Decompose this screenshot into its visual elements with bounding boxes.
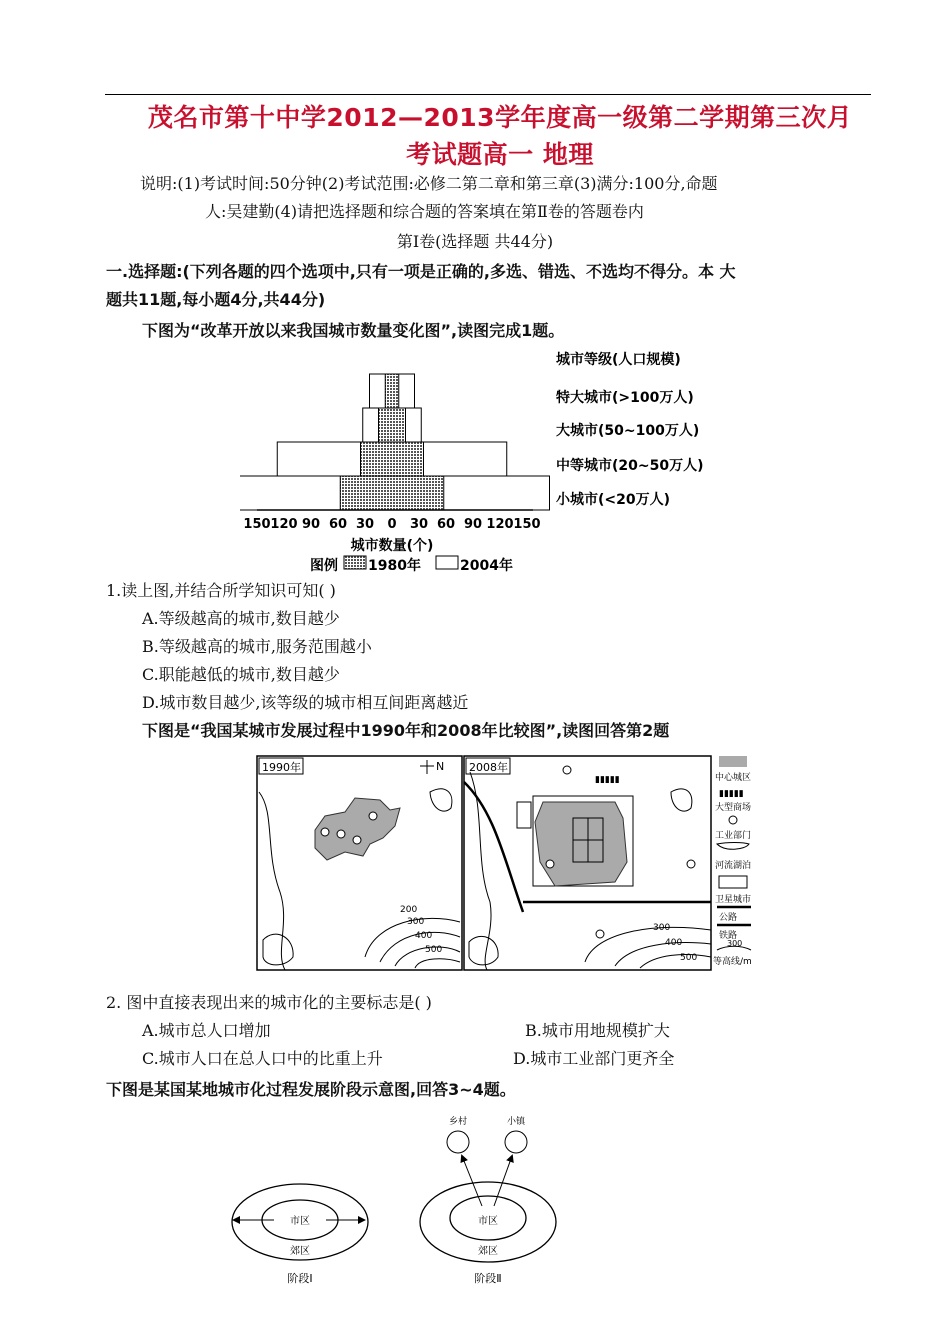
x-tick-label: 30 (409, 517, 429, 532)
arrow-to-town (494, 1156, 512, 1206)
legend-2004: 2004年 (460, 558, 513, 572)
svg-text:300: 300 (407, 917, 425, 927)
contour-200-1990: 200 (400, 905, 418, 915)
figure3-intro: 下图是某国某地城市化过程发展阶段示意图,回答3~4题。 (106, 1080, 516, 1099)
x-tick-label: 150 (513, 517, 541, 532)
bar-1980-2 (361, 442, 424, 476)
legend-satellite (719, 876, 747, 888)
stage1-label: 阶段Ⅰ (287, 1272, 313, 1285)
stage2-urban-label: 市区 (478, 1216, 498, 1227)
city-count-chart (240, 340, 740, 572)
x-tick-label: 90 (463, 517, 483, 532)
svg-text:铁路: 铁路 (719, 931, 738, 941)
level-label-3: 中等城市(20~50万人) (556, 458, 704, 474)
instructions-line2: 人:吴建勤(4)请把选择题和综合题的答案填在第Ⅱ卷的答题卷内 (205, 202, 644, 221)
chart-bars (240, 374, 550, 510)
industry-1990-1 (369, 812, 377, 820)
city-comparison-map (255, 752, 775, 974)
x-tick-label: 120 (270, 517, 298, 532)
svg-text:卫星城市: 卫星城市 (715, 895, 752, 905)
x-tick-label: 150 (243, 517, 271, 532)
q2-option-d: D.城市工业部门更齐全 (513, 1049, 675, 1068)
figure2-intro: 下图是“我国某城市发展过程中1990年和2008年比较图”,读图回答第2题 (142, 721, 670, 740)
village-circle (447, 1131, 469, 1153)
legend-title: 城市等级(人口规模) (556, 352, 681, 368)
stage1-suburb-label: 郊区 (290, 1246, 310, 1257)
svg-text:300: 300 (727, 939, 743, 948)
svg-text:300: 300 (653, 923, 671, 933)
section1-line2: 题共11题,每小题4分,共44分) (106, 290, 326, 309)
exam-title-line2: 考试题高一 地理 (406, 140, 594, 169)
svg-text:工业部门: 工业部门 (715, 831, 752, 841)
village-label: 乡村 (448, 1117, 468, 1127)
urbanization-stage-diagram (228, 1112, 568, 1292)
exam-title-line1: 茂名市第十中学2012—2013学年度高一级第二学期第三次月 (147, 103, 853, 132)
north-label: N (436, 760, 445, 773)
header-rule (105, 94, 871, 95)
bar-1980-0 (385, 374, 399, 408)
part1-heading: 第Ⅰ卷(选择题 共44分) (396, 232, 554, 251)
svg-text:500: 500 (680, 953, 698, 963)
x-axis-label: 城市数量(个) (350, 538, 434, 554)
x-ticks (243, 517, 540, 532)
mall-icon: ▮▮▮▮▮ (595, 775, 620, 785)
x-tick-label: 60 (436, 517, 456, 532)
svg-text:大型商场: 大型商场 (715, 803, 752, 813)
bar-1980-3 (340, 476, 444, 510)
panel-2008-label: 2008年 (469, 761, 508, 774)
svg-text:400: 400 (665, 938, 683, 948)
panel-1990-label: 1990年 (262, 761, 301, 774)
q2-option-c: C.城市人口在总人口中的比重上升 (142, 1049, 383, 1068)
q1-stem: 1.读上图,并结合所学知识可知( ) (106, 581, 336, 600)
stage2-label: 阶段Ⅱ (474, 1272, 502, 1285)
level-label-4: 小城市(<20万人) (556, 492, 671, 508)
x-tick-label: 0 (387, 517, 397, 532)
svg-text:400: 400 (415, 931, 433, 941)
legend-mall-icon: ▮▮▮▮▮ (719, 789, 744, 799)
svg-text:500: 500 (425, 945, 443, 955)
q1-option-b: B.等级越高的城市,服务范围越小 (142, 637, 372, 656)
town-label: 小镇 (506, 1117, 526, 1127)
section1-line1: 一.选择题:(下列各题的四个选项中,只有一项是正确的,多选、错选、不选均不得分。本 大 (106, 262, 736, 281)
level-label-2: 大城市(50~100万人) (556, 423, 700, 439)
svg-text:等高线/m: 等高线/m (713, 957, 752, 967)
legend-2004-swatch (436, 556, 458, 569)
x-tick-label: 60 (328, 517, 348, 532)
q2-option-a: A.城市总人口增加 (142, 1021, 271, 1040)
legend-1980: 1980年 (368, 558, 421, 572)
svg-text:公路: 公路 (719, 913, 738, 923)
stage1-urban-label: 市区 (290, 1216, 310, 1227)
bar-1980-1 (379, 408, 406, 442)
figure1-intro: 下图为“改革开放以来我国城市数量变化图”,读图完成1题。 (142, 321, 565, 340)
x-tick-label: 90 (301, 517, 321, 532)
legend-center-district (719, 756, 747, 767)
town-circle (505, 1131, 527, 1153)
q1-option-c: C.职能越低的城市,数目越少 (142, 665, 340, 684)
svg-text:中心城区: 中心城区 (715, 773, 752, 783)
legend-industry-icon (729, 816, 737, 824)
x-tick-label: 30 (355, 517, 375, 532)
q1-option-d: D.城市数目越少,该等级的城市相互间距离越近 (142, 693, 469, 712)
instructions-line1: 说明:(1)考试时间:50分钟(2)考试范围:必修二第二章和第三章(3)满分:100分,命题 (140, 174, 718, 193)
x-tick-label: 120 (486, 517, 514, 532)
center-district-2008 (535, 802, 627, 886)
q2-option-b: B.城市用地规模扩大 (525, 1021, 670, 1040)
legend-label: 图例 (310, 558, 338, 572)
legend-1980-swatch (344, 556, 366, 569)
level-label-1: 特大城市(>100万人) (556, 390, 694, 406)
stage2-suburb-label: 郊区 (478, 1246, 498, 1257)
svg-text:河流湖泊: 河流湖泊 (715, 861, 752, 871)
q1-option-a: A.等级越高的城市,数目越少 (142, 609, 340, 628)
q2-stem: 2. 图中直接表现出来的城市化的主要标志是( ) (106, 993, 432, 1012)
